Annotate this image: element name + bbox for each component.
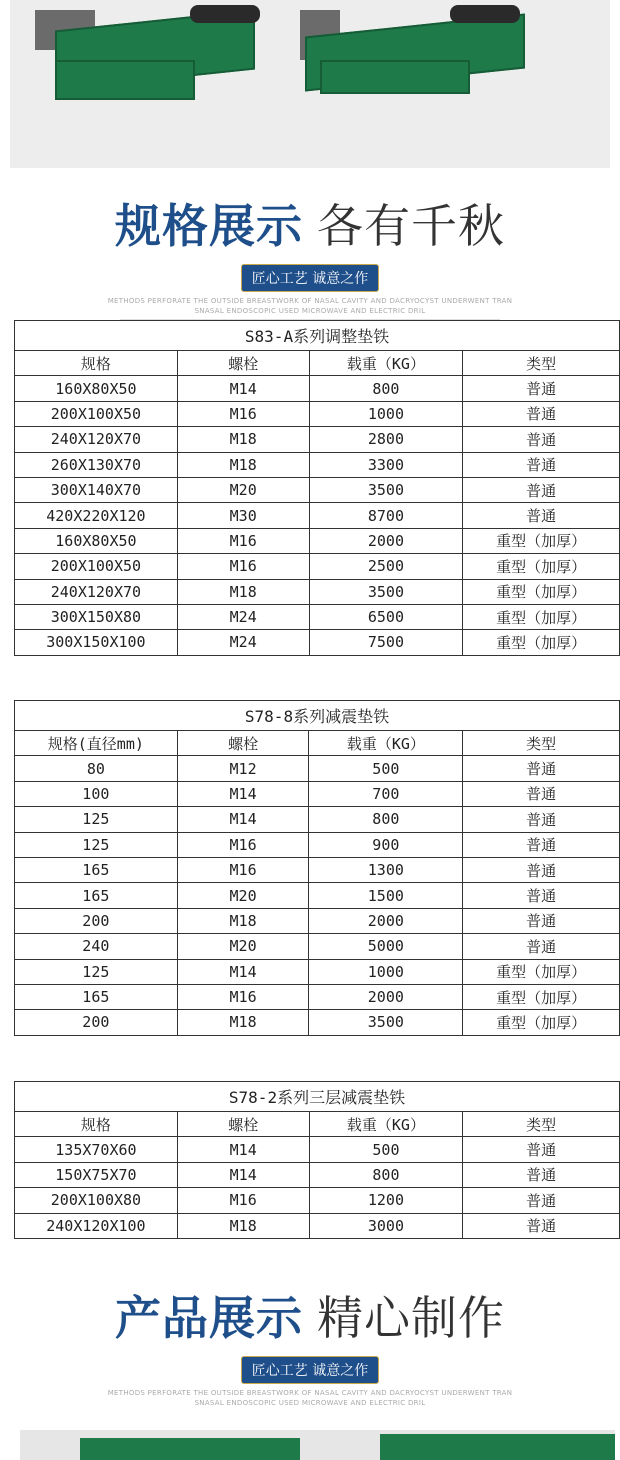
table-row bbox=[15, 376, 620, 401]
cell-spec: 125 bbox=[15, 959, 178, 984]
cell-bolt: M20 bbox=[177, 883, 309, 908]
table-title: S83-A系列调整垫铁 bbox=[15, 321, 620, 351]
spec-heading-light: 各有千秋 bbox=[317, 199, 505, 253]
cell-spec: 300X140X70 bbox=[15, 477, 178, 502]
product-heading bbox=[0, 1282, 620, 1348]
cell-load: 700 bbox=[309, 781, 463, 806]
cell-bolt: M20 bbox=[177, 934, 309, 959]
cell-type: 普通 bbox=[463, 857, 620, 882]
cell-type: 重型（加厚） bbox=[463, 1010, 620, 1035]
cell-spec: 300X150X100 bbox=[15, 630, 178, 655]
table-row bbox=[15, 1162, 620, 1187]
header-load: 载重（KG） bbox=[309, 731, 463, 756]
cell-bolt: M16 bbox=[177, 528, 309, 553]
cell-spec: 200 bbox=[15, 908, 178, 933]
table-row bbox=[15, 883, 620, 908]
table-row bbox=[15, 630, 620, 655]
table-row bbox=[15, 959, 620, 984]
header-bolt: 螺栓 bbox=[177, 1112, 309, 1137]
table-row bbox=[15, 1213, 620, 1238]
cell-load: 2800 bbox=[309, 427, 463, 452]
table-title-row bbox=[15, 701, 620, 731]
table-header-row bbox=[15, 351, 620, 376]
cell-spec: 240X120X70 bbox=[15, 579, 178, 604]
cell-spec: 160X80X50 bbox=[15, 528, 178, 553]
cell-bolt: M20 bbox=[177, 477, 309, 502]
cell-spec: 260X130X70 bbox=[15, 452, 178, 477]
product-photo-top bbox=[10, 0, 610, 168]
table-row bbox=[15, 452, 620, 477]
cell-bolt: M18 bbox=[177, 452, 309, 477]
cell-type: 普通 bbox=[463, 427, 620, 452]
table-title-row bbox=[15, 1082, 620, 1112]
cell-type: 普通 bbox=[463, 934, 620, 959]
header-load: 载重（KG） bbox=[309, 1112, 463, 1137]
cell-bolt: M16 bbox=[177, 857, 309, 882]
table-title-row bbox=[15, 321, 620, 351]
cell-type: 重型（加厚） bbox=[463, 554, 620, 579]
cell-spec: 100 bbox=[15, 781, 178, 806]
cell-spec: 165 bbox=[15, 984, 178, 1009]
table-row bbox=[15, 934, 620, 959]
cell-type: 普通 bbox=[463, 1213, 620, 1238]
cell-type: 普通 bbox=[463, 376, 620, 401]
cell-spec: 200X100X50 bbox=[15, 401, 178, 426]
cell-spec: 80 bbox=[15, 756, 178, 781]
cell-type: 普通 bbox=[463, 781, 620, 806]
cell-bolt: M24 bbox=[177, 604, 309, 629]
cell-bolt: M16 bbox=[177, 832, 309, 857]
header-type: 类型 bbox=[463, 1112, 620, 1137]
cell-load: 800 bbox=[309, 376, 463, 401]
header-bolt: 螺栓 bbox=[177, 351, 309, 376]
cell-spec: 160X80X50 bbox=[15, 376, 178, 401]
cell-bolt: M14 bbox=[177, 1162, 309, 1187]
wedge-base-left bbox=[55, 60, 195, 100]
cell-load: 500 bbox=[309, 1137, 463, 1162]
cell-spec: 135X70X60 bbox=[15, 1137, 178, 1162]
table-row bbox=[15, 528, 620, 553]
cell-type: 普通 bbox=[463, 756, 620, 781]
header-type: 类型 bbox=[463, 731, 620, 756]
cell-load: 1000 bbox=[309, 959, 463, 984]
cell-type: 普通 bbox=[463, 807, 620, 832]
cell-load: 2000 bbox=[309, 908, 463, 933]
cell-spec: 200X100X80 bbox=[15, 1188, 178, 1213]
header-spec: 规格 bbox=[15, 1112, 178, 1137]
product-english-line-1: METHODS PERFORATE THE OUTSIDE BREASTWORK OF NASAL CAVITY AND DACRYOCYST UNDERWENT TRAN bbox=[107, 1389, 513, 1397]
product-photo-bottom bbox=[20, 1430, 615, 1460]
wedge-base-right bbox=[320, 60, 470, 94]
cell-bolt: M14 bbox=[177, 959, 309, 984]
cell-type: 重型（加厚） bbox=[463, 528, 620, 553]
table-row bbox=[15, 1137, 620, 1162]
table-row bbox=[15, 1010, 620, 1035]
cell-load: 2000 bbox=[309, 984, 463, 1009]
cell-type: 重型（加厚） bbox=[463, 604, 620, 629]
bolt-left bbox=[190, 5, 260, 23]
table-row bbox=[15, 427, 620, 452]
cell-load: 3000 bbox=[309, 1213, 463, 1238]
cell-bolt: M16 bbox=[177, 1188, 309, 1213]
cell-type: 普通 bbox=[463, 832, 620, 857]
cell-load: 3500 bbox=[309, 477, 463, 502]
cell-type: 重型（加厚） bbox=[463, 630, 620, 655]
cell-bolt: M18 bbox=[177, 579, 309, 604]
cell-load: 3500 bbox=[309, 1010, 463, 1035]
cell-type: 普通 bbox=[463, 477, 620, 502]
product-tagline-badge: 匠心工艺 诚意之作 bbox=[241, 1356, 379, 1384]
cell-bolt: M16 bbox=[177, 401, 309, 426]
table-row bbox=[15, 604, 620, 629]
wedge-block-bottom-right bbox=[380, 1434, 615, 1460]
cell-bolt: M14 bbox=[177, 376, 309, 401]
cell-type: 普通 bbox=[463, 883, 620, 908]
cell-spec: 200 bbox=[15, 1010, 178, 1035]
cell-bolt: M24 bbox=[177, 630, 309, 655]
cell-bolt: M16 bbox=[177, 554, 309, 579]
table-row bbox=[15, 908, 620, 933]
cell-load: 1000 bbox=[309, 401, 463, 426]
table-s78-8 bbox=[14, 700, 620, 1036]
cell-load: 1300 bbox=[309, 857, 463, 882]
table-s78-2 bbox=[14, 1081, 620, 1239]
table-header-row bbox=[15, 731, 620, 756]
cell-bolt: M18 bbox=[177, 1213, 309, 1238]
table-row bbox=[15, 503, 620, 528]
header-bolt: 螺栓 bbox=[177, 731, 309, 756]
cell-load: 1200 bbox=[309, 1188, 463, 1213]
cell-load: 900 bbox=[309, 832, 463, 857]
cell-bolt: M16 bbox=[177, 984, 309, 1009]
cell-spec: 240X120X100 bbox=[15, 1213, 178, 1238]
cell-type: 重型（加厚） bbox=[463, 579, 620, 604]
cell-type: 普通 bbox=[463, 1137, 620, 1162]
spec-tagline-badge: 匠心工艺 诚意之作 bbox=[241, 264, 379, 292]
cell-spec: 125 bbox=[15, 807, 178, 832]
cell-type: 普通 bbox=[463, 401, 620, 426]
table-row bbox=[15, 401, 620, 426]
cell-type: 重型（加厚） bbox=[463, 959, 620, 984]
spec-section-header bbox=[0, 190, 620, 320]
header-type: 类型 bbox=[463, 351, 620, 376]
cell-load: 500 bbox=[309, 756, 463, 781]
spec-heading bbox=[0, 190, 620, 256]
cell-spec: 200X100X50 bbox=[15, 554, 178, 579]
cell-load: 6500 bbox=[309, 604, 463, 629]
cell-bolt: M12 bbox=[177, 756, 309, 781]
spec-english-line-2: SNASAL ENDOSCOPIC USED MICROWAVE AND ELECTRIC DRIL bbox=[194, 307, 426, 315]
cell-type: 重型（加厚） bbox=[463, 984, 620, 1009]
cell-bolt: M14 bbox=[177, 1137, 309, 1162]
table-row bbox=[15, 1188, 620, 1213]
cell-bolt: M30 bbox=[177, 503, 309, 528]
cell-spec: 125 bbox=[15, 832, 178, 857]
cell-spec: 420X220X120 bbox=[15, 503, 178, 528]
table-row bbox=[15, 781, 620, 806]
table-row bbox=[15, 857, 620, 882]
cell-type: 普通 bbox=[463, 503, 620, 528]
cell-load: 800 bbox=[309, 1162, 463, 1187]
product-heading-light: 精心制作 bbox=[317, 1291, 505, 1345]
cell-type: 普通 bbox=[463, 908, 620, 933]
table-header-row bbox=[15, 1112, 620, 1137]
cell-type: 普通 bbox=[463, 1188, 620, 1213]
table-title: S78-2系列三层减震垫铁 bbox=[15, 1082, 620, 1112]
cell-load: 3300 bbox=[309, 452, 463, 477]
cell-spec: 165 bbox=[15, 883, 178, 908]
header-load: 载重（KG） bbox=[309, 351, 463, 376]
cell-load: 7500 bbox=[309, 630, 463, 655]
cell-load: 8700 bbox=[309, 503, 463, 528]
cell-load: 800 bbox=[309, 807, 463, 832]
cell-type: 普通 bbox=[463, 452, 620, 477]
table-row bbox=[15, 984, 620, 1009]
cell-load: 2500 bbox=[309, 554, 463, 579]
table-row bbox=[15, 554, 620, 579]
spec-english-line-1: METHODS PERFORATE THE OUTSIDE BREASTWORK OF NASAL CAVITY AND DACRYOCYST UNDERWENT TRAN bbox=[107, 297, 513, 305]
bolt-right bbox=[450, 5, 520, 23]
cell-spec: 150X75X70 bbox=[15, 1162, 178, 1187]
table-row bbox=[15, 807, 620, 832]
cell-bolt: M18 bbox=[177, 908, 309, 933]
table-row bbox=[15, 756, 620, 781]
cell-spec: 240 bbox=[15, 934, 178, 959]
cell-bolt: M14 bbox=[177, 781, 309, 806]
cell-load: 2000 bbox=[309, 528, 463, 553]
cell-spec: 300X150X80 bbox=[15, 604, 178, 629]
cell-bolt: M14 bbox=[177, 807, 309, 832]
product-section-header bbox=[0, 1282, 620, 1408]
cell-bolt: M18 bbox=[177, 1010, 309, 1035]
cell-spec: 165 bbox=[15, 857, 178, 882]
table-row bbox=[15, 832, 620, 857]
header-spec: 规格 bbox=[15, 351, 178, 376]
wedge-block-bottom-left bbox=[80, 1438, 300, 1460]
cell-spec: 240X120X70 bbox=[15, 427, 178, 452]
cell-load: 1500 bbox=[309, 883, 463, 908]
cell-load: 3500 bbox=[309, 579, 463, 604]
product-heading-strong: 产品展示 bbox=[115, 1291, 303, 1345]
header-spec: 规格(直径mm) bbox=[15, 731, 178, 756]
spec-heading-strong: 规格展示 bbox=[115, 199, 303, 253]
table-s83a bbox=[14, 320, 620, 656]
table-row bbox=[15, 579, 620, 604]
cell-load: 5000 bbox=[309, 934, 463, 959]
product-english-line-2: SNASAL ENDOSCOPIC USED MICROWAVE AND ELECTRIC DRIL bbox=[194, 1399, 426, 1407]
cell-type: 普通 bbox=[463, 1162, 620, 1187]
cell-bolt: M18 bbox=[177, 427, 309, 452]
table-row bbox=[15, 477, 620, 502]
table-title: S78-8系列减震垫铁 bbox=[15, 701, 620, 731]
